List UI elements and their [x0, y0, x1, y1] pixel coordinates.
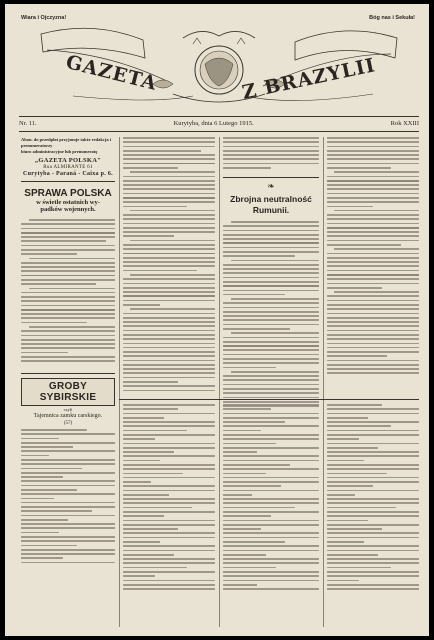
serial-dialogue-col3 — [223, 404, 319, 626]
subhead-2: padków wojennych. — [40, 206, 96, 213]
serial-dialogue-col4 — [327, 404, 419, 626]
column-2-lower — [123, 404, 215, 626]
masthead — [33, 24, 405, 112]
paper-name: „GAZETA POLSKA" — [34, 157, 102, 164]
headline-rumunia-2: Rumunii. — [252, 205, 290, 215]
article-text-col3a — [223, 137, 319, 175]
issue-date: Kurytyba, dnia 6 Lutego 1915. — [173, 120, 254, 127]
issue-year: Rok XXIII — [390, 120, 419, 127]
serial-title-box: GROBY SYBIRSKIE — [21, 378, 115, 406]
column-1 — [21, 137, 115, 569]
subhead-1: w świetle ostatnich wy- — [36, 199, 100, 206]
article-text-col1a — [21, 219, 115, 369]
motto-left: Wiara i Ojczyzna! — [21, 15, 67, 21]
newspaper-page — [5, 4, 429, 636]
column-divider-3 — [323, 137, 324, 627]
column-divider-1 — [119, 137, 120, 627]
article-text-col3b — [223, 221, 319, 411]
article-text-col2 — [123, 137, 215, 395]
paper-city: Curytyba - Paraná - Caixa p. 6. — [23, 171, 113, 177]
column-3-upper — [223, 137, 319, 411]
serial-dialogue-col2 — [123, 404, 215, 626]
paper-address: Rua ALMIRANTE 61 — [43, 165, 93, 170]
masthead-title-right: Z BRAZYLII — [240, 54, 378, 104]
headline-sprawa-polska: SPRAWA POLSKA — [24, 188, 112, 199]
column-4-upper — [327, 137, 419, 395]
column-3-lower — [223, 404, 319, 626]
issue-infoline — [19, 118, 419, 129]
subscription-notice: Abon. do przedpłat przyjmuje także redakcja i prenumeratorzy biuro administracyjne lub prenumeratę — [21, 137, 112, 154]
serial-sub-2: Tajemnica zamku carskiego. — [33, 413, 103, 419]
article-text-col4 — [327, 137, 419, 395]
serial-number: (57) — [63, 421, 73, 426]
bottom-rule — [19, 131, 419, 132]
column-divider-2 — [219, 137, 220, 627]
serial-text — [21, 429, 115, 569]
column-4-lower — [327, 404, 419, 626]
motto-right: Bóg nas i Sekuła! — [369, 15, 415, 21]
issue-number: Nr. 11. — [19, 120, 37, 127]
top-rule — [19, 116, 419, 117]
masthead-title-left: GAZETA — [63, 51, 160, 95]
headline-rumunia-1: Zbrojna neutralność — [230, 194, 312, 204]
serial-sub-1: czyli — [63, 407, 73, 412]
column-2-upper — [123, 137, 215, 395]
divider-ornament: ❧ — [267, 181, 275, 191]
